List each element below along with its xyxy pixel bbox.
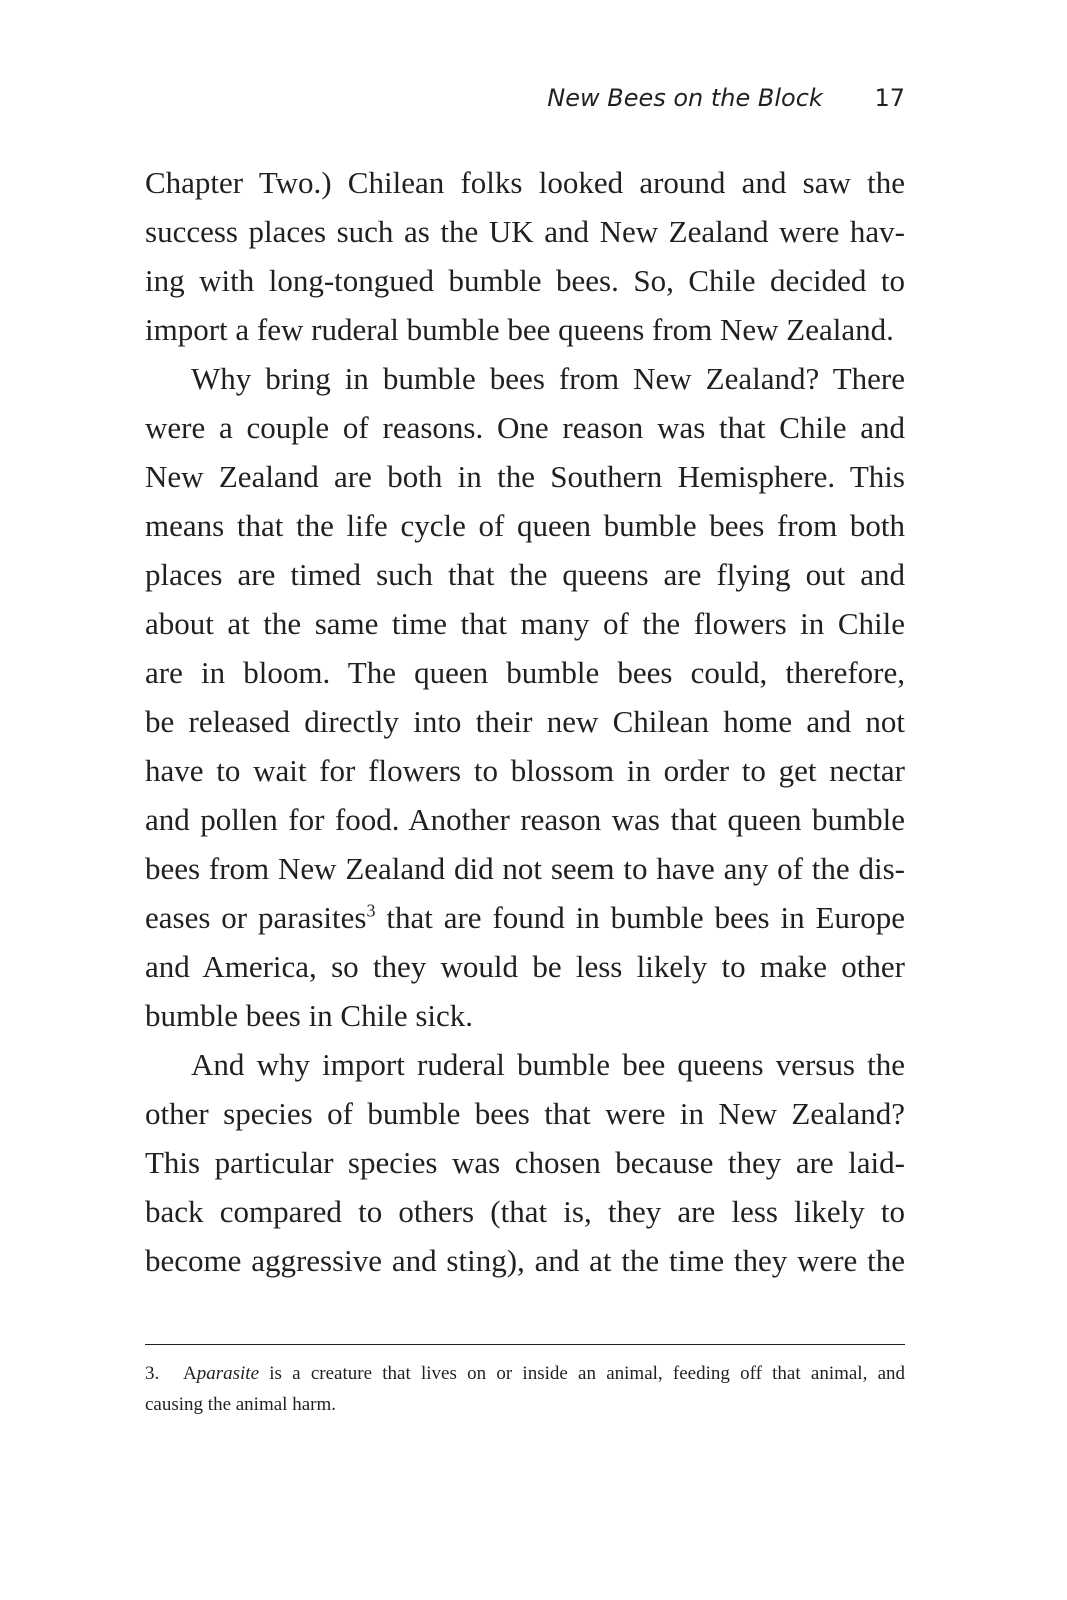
footnote xyxy=(145,1358,905,1420)
footnote-line: causing the animal harm. xyxy=(145,1394,336,1415)
text-line: Why bring in bumble bees from New Zealand? There xyxy=(191,361,905,396)
paragraph-1 xyxy=(145,158,905,354)
text-line: about at the same time that many of the flowers in Chile xyxy=(145,606,905,641)
text-line: bees from New Zealand did not seem to have any of the dis- xyxy=(145,851,905,886)
text-line: and America, so they would be less likely to make other xyxy=(145,949,905,984)
text-line: be released directly into their new Chilean home and not xyxy=(145,704,905,739)
text-line: means that the life cycle of queen bumble bees from both xyxy=(145,508,905,543)
text-line: back compared to others (that is, they are less likely to xyxy=(145,1194,905,1229)
text-line: other species of bumble bees that were in New Zealand? xyxy=(145,1096,905,1131)
page-number: 17 xyxy=(874,84,905,112)
text-line: And why import ruderal bumble bee queens versus the xyxy=(191,1047,905,1082)
text-line: were a couple of reasons. One reason was that Chile and xyxy=(145,410,905,445)
text-line: ing with long-tongued bumble bees. So, Chile decided to xyxy=(145,263,905,298)
line-segment: eases or parasites xyxy=(145,900,367,935)
text-line: have to wait for flowers to blossom in order to get nectar xyxy=(145,753,905,788)
paragraph-2 xyxy=(145,354,905,1040)
footnote-reference: 3 xyxy=(366,900,376,921)
text-line: become aggressive and sting), and at the time they were the xyxy=(145,1243,905,1278)
line-segment: that are found in bumble bees in Europe xyxy=(386,900,905,935)
text-line: New Zealand are both in the Southern Hemisphere. This xyxy=(145,459,905,494)
footnote-divider xyxy=(145,1344,905,1345)
text-line: places are timed such that the queens are flying out and xyxy=(145,557,905,592)
running-title: New Bees on the Block xyxy=(547,84,823,112)
text-line: and pollen for food. Another reason was that queen bumble xyxy=(145,802,905,837)
text-line-with-note xyxy=(145,893,905,942)
running-head xyxy=(547,80,905,116)
text-line: bumble bees in Chile sick. xyxy=(145,998,474,1033)
text-line: This particular species was chosen because they are laid- xyxy=(145,1145,905,1180)
text-line: are in bloom. The queen bumble bees could, therefore, xyxy=(145,655,905,690)
footnote-line xyxy=(145,1358,905,1389)
text-line: success places such as the UK and New Zealand were hav- xyxy=(145,214,905,249)
text-line: Chapter Two.) Chilean folks looked around and saw the xyxy=(145,165,905,200)
footnote-term: parasite xyxy=(196,1363,260,1384)
body-text xyxy=(145,158,905,1285)
footnote-number: 3. xyxy=(145,1363,160,1384)
text-line: import a few ruderal bumble bee queens from New Zealand. xyxy=(145,312,894,347)
footnote-lead: A xyxy=(183,1363,197,1384)
paragraph-3 xyxy=(145,1040,905,1285)
footnote-text: is a creature that lives on or inside an animal, feeding off that animal, and xyxy=(269,1363,906,1384)
